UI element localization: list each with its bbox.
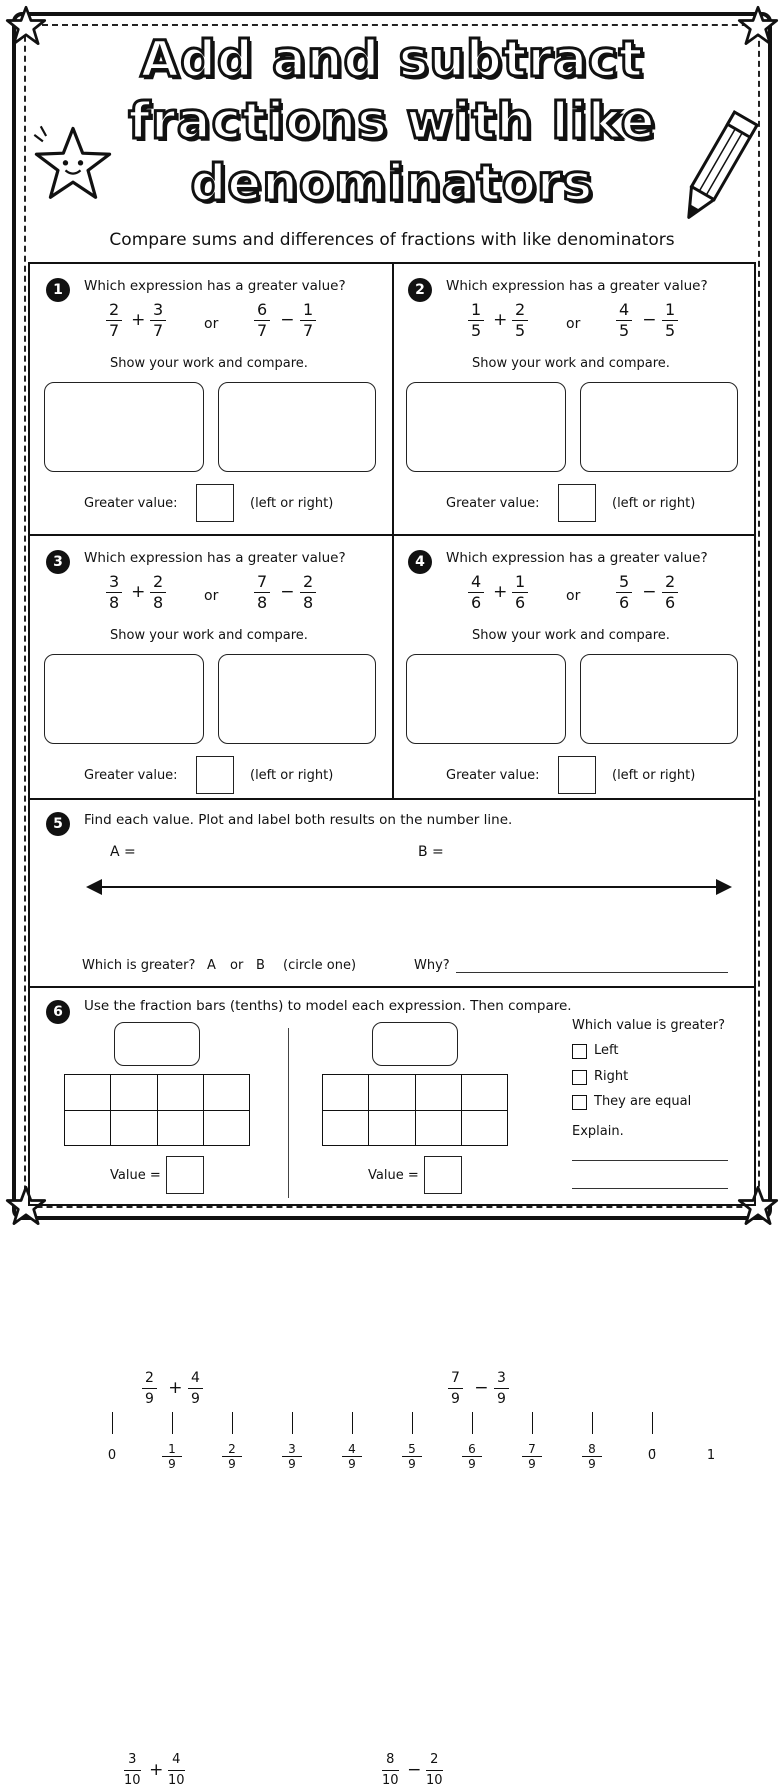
fraction — [426, 1750, 443, 1791]
problem-3 — [30, 536, 392, 804]
left-expression-box — [114, 1022, 200, 1066]
fraction — [124, 1750, 141, 1791]
greater-value-label: Greater value: — [84, 496, 178, 511]
fraction — [616, 572, 632, 613]
star-icon — [4, 4, 48, 48]
problem-number: 6 — [46, 1000, 70, 1024]
number-line-tick — [652, 1412, 653, 1434]
denominator: 6 — [665, 593, 676, 612]
problem-question: Which expression has a greater value? — [446, 278, 708, 294]
numerator: 7 — [448, 1368, 463, 1389]
fraction — [168, 1750, 185, 1791]
tick-label — [162, 1442, 182, 1471]
numerator: 8 — [382, 1750, 399, 1771]
greater-value-label: Greater value: — [446, 496, 540, 511]
operator: − — [280, 582, 295, 602]
operator: + — [168, 1378, 183, 1398]
denominator: 8 — [153, 593, 164, 612]
explain-label: Explain. — [572, 1124, 624, 1139]
worksheet-title: Add and subtract fractions with like denominators — [128, 30, 656, 212]
fraction — [254, 572, 270, 613]
denominator: 9 — [168, 1457, 176, 1471]
denominator: 5 — [665, 321, 676, 340]
section-divider — [288, 1028, 289, 1198]
numerator: 3 — [494, 1368, 509, 1389]
numerator: 2 — [512, 300, 528, 321]
denominator: 8 — [257, 593, 268, 612]
number-line-tick — [232, 1412, 233, 1434]
number-line — [86, 874, 732, 924]
equal-option: They are equal — [594, 1094, 692, 1109]
problem-number: 4 — [408, 550, 432, 574]
operator: − — [407, 1760, 422, 1780]
problem-1 — [30, 264, 392, 532]
operator: + — [493, 582, 508, 602]
right-work-box[interactable] — [218, 654, 376, 744]
numerator: 3 — [106, 572, 122, 593]
left-value-input[interactable] — [166, 1156, 204, 1194]
expression-a-label: A = — [110, 844, 136, 860]
expression-b-label: B = — [418, 844, 444, 860]
numerator: 2 — [106, 300, 122, 321]
tick-label — [402, 1442, 422, 1471]
tick-label — [222, 1442, 242, 1471]
explain-line[interactable] — [572, 1188, 728, 1189]
numerator: 8 — [582, 1442, 602, 1457]
number-line-tick — [592, 1412, 593, 1434]
fraction — [150, 300, 166, 341]
show-work-label: Show your work and compare. — [472, 356, 670, 371]
or-label: or — [566, 316, 581, 332]
problem-question: Which expression has a greater value? — [446, 550, 708, 566]
numerator: 3 — [282, 1442, 302, 1457]
denominator: 5 — [471, 321, 482, 340]
right-value-label: Value = — [368, 1168, 419, 1183]
denominator: 7 — [303, 321, 314, 340]
numerator: 7 — [522, 1442, 542, 1457]
tick-label — [522, 1442, 542, 1471]
number-line-tick — [412, 1412, 413, 1434]
right-expression-box — [372, 1022, 458, 1066]
numerator: 1 — [468, 300, 484, 321]
fraction — [188, 1368, 203, 1409]
greater-value-input[interactable] — [558, 756, 596, 794]
option-or: or — [230, 958, 244, 973]
numerator: 2 — [150, 572, 166, 593]
explain-line[interactable] — [572, 1160, 728, 1161]
greater-value-input[interactable] — [196, 756, 234, 794]
fraction — [150, 572, 166, 613]
denominator: 6 — [515, 593, 526, 612]
denominator: 7 — [257, 321, 268, 340]
number-line-tick — [532, 1412, 533, 1434]
denominator: 9 — [588, 1457, 596, 1471]
right-work-box[interactable] — [580, 382, 738, 472]
tick-label — [342, 1442, 362, 1471]
denominator: 9 — [145, 1391, 154, 1407]
numerator: 2 — [662, 572, 678, 593]
problem-number: 3 — [46, 550, 70, 574]
denominator: 9 — [191, 1391, 200, 1407]
numerator: 1 — [662, 300, 678, 321]
operator: − — [280, 310, 295, 330]
left-work-box[interactable] — [44, 382, 204, 472]
denominator: 10 — [168, 1773, 185, 1788]
operator: − — [474, 1378, 489, 1398]
operator: + — [131, 582, 146, 602]
fraction — [300, 300, 316, 341]
equal-checkbox[interactable] — [572, 1095, 587, 1110]
left-or-right-hint: (left or right) — [250, 496, 334, 511]
left-or-right-hint: (left or right) — [612, 496, 696, 511]
denominator: 9 — [348, 1457, 356, 1471]
fraction — [254, 300, 270, 341]
left-option: Left — [594, 1043, 619, 1058]
numerator: 4 — [188, 1368, 203, 1389]
right-work-box[interactable] — [580, 654, 738, 744]
tick-label — [582, 1442, 602, 1471]
denominator: 10 — [382, 1773, 399, 1788]
option-a[interactable]: A — [207, 958, 216, 973]
which-greater-label: Which is greater? — [82, 958, 196, 973]
numerator: 7 — [254, 572, 270, 593]
tick-label: 0 — [107, 1448, 117, 1463]
numerator: 1 — [162, 1442, 182, 1457]
greater-value-label: Greater value: — [84, 768, 178, 783]
greater-value-input[interactable] — [558, 484, 596, 522]
fraction — [662, 300, 678, 341]
greater-value-label: Greater value: — [446, 768, 540, 783]
numerator: 4 — [342, 1442, 362, 1457]
problem-2 — [392, 264, 754, 532]
which-greater-label: Which value is greater? — [572, 1018, 725, 1033]
problem-number: 5 — [46, 812, 70, 836]
denominator: 9 — [451, 1391, 460, 1407]
numerator: 1 — [512, 572, 528, 593]
denominator: 9 — [497, 1391, 506, 1407]
numerator: 2 — [426, 1750, 443, 1771]
denominator: 8 — [303, 593, 314, 612]
denominator: 7 — [109, 321, 120, 340]
right-checkbox[interactable] — [572, 1070, 587, 1085]
option-b[interactable]: B — [256, 958, 265, 973]
worksheet-subtitle: Compare sums and differences of fractions with like denominators — [109, 230, 675, 250]
left-value-label: Value = — [110, 1168, 161, 1183]
number-line-tick — [472, 1412, 473, 1434]
numerator: 3 — [124, 1750, 141, 1771]
fraction — [662, 572, 678, 613]
fraction — [300, 572, 316, 613]
denominator: 8 — [109, 593, 120, 612]
left-work-box[interactable] — [44, 654, 204, 744]
problem-6 — [30, 988, 754, 1788]
show-work-label: Show your work and compare. — [472, 628, 670, 643]
denominator: 9 — [288, 1457, 296, 1471]
denominator: 5 — [515, 321, 526, 340]
tick-label: 0̄ — [647, 1448, 657, 1463]
left-fraction-bar[interactable] — [64, 1074, 250, 1146]
right-work-box[interactable] — [218, 382, 376, 472]
denominator: 9 — [408, 1457, 416, 1471]
problems-grid — [28, 262, 756, 1788]
numerator: 3 — [150, 300, 166, 321]
number-line-tick — [172, 1412, 173, 1434]
problem-instruction: Find each value. Plot and label both results on the number line. — [84, 812, 513, 828]
denominator: 6 — [471, 593, 482, 612]
show-work-label: Show your work and compare. — [110, 356, 308, 371]
operator: − — [642, 582, 657, 602]
circle-one-hint: (circle one) — [283, 958, 357, 973]
fraction — [106, 300, 122, 341]
denominator: 9 — [468, 1457, 476, 1471]
numerator: 5 — [616, 572, 632, 593]
operator: − — [642, 310, 657, 330]
fraction — [468, 300, 484, 341]
problem-4 — [392, 536, 754, 804]
numerator: 2 — [222, 1442, 242, 1457]
left-work-box[interactable] — [406, 382, 566, 472]
denominator: 10 — [426, 1773, 443, 1788]
fraction — [448, 1368, 463, 1409]
numerator: 4 — [616, 300, 632, 321]
star-icon — [736, 4, 780, 48]
right-value-input[interactable] — [424, 1156, 462, 1194]
problem-question: Which expression has a greater value? — [84, 278, 346, 294]
left-checkbox[interactable] — [572, 1044, 587, 1059]
tick-label: 1 — [706, 1448, 716, 1463]
denominator: 5 — [619, 321, 630, 340]
tick-label — [282, 1442, 302, 1471]
fraction — [142, 1368, 157, 1409]
numerator: 5 — [402, 1442, 422, 1457]
problem-number: 1 — [46, 278, 70, 302]
or-label: or — [204, 588, 219, 604]
denominator: 7 — [153, 321, 164, 340]
operator: + — [131, 310, 146, 330]
numerator: 1 — [300, 300, 316, 321]
denominator: 9 — [228, 1457, 236, 1471]
problem-question: Which expression has a greater value? — [84, 550, 346, 566]
left-or-right-hint: (left or right) — [612, 768, 696, 783]
number-line-tick — [352, 1412, 353, 1434]
right-option: Right — [594, 1069, 629, 1084]
numerator: 2 — [142, 1368, 157, 1389]
fraction — [106, 572, 122, 613]
problem-instruction: Use the fraction bars (tenths) to model each expression. Then compare. — [84, 998, 572, 1014]
or-label: or — [204, 316, 219, 332]
numerator: 6 — [254, 300, 270, 321]
left-work-box[interactable] — [406, 654, 566, 744]
number-line-tick — [112, 1412, 113, 1434]
number-line-tick — [292, 1412, 293, 1434]
greater-value-input[interactable] — [196, 484, 234, 522]
fraction — [382, 1750, 399, 1791]
left-or-right-hint: (left or right) — [250, 768, 334, 783]
show-work-label: Show your work and compare. — [110, 628, 308, 643]
operator: + — [493, 310, 508, 330]
fraction — [616, 300, 632, 341]
denominator: 9 — [528, 1457, 536, 1471]
why-answer-line[interactable] — [456, 972, 728, 973]
denominator: 6 — [619, 593, 630, 612]
numerator: 4 — [468, 572, 484, 593]
fraction — [512, 572, 528, 613]
problem-number: 2 — [408, 278, 432, 302]
numerator: 2 — [300, 572, 316, 593]
right-fraction-bar[interactable] — [322, 1074, 508, 1146]
denominator: 10 — [124, 1773, 141, 1788]
why-label: Why? — [414, 958, 450, 973]
fraction — [494, 1368, 509, 1409]
fraction — [468, 572, 484, 613]
or-label: or — [566, 588, 581, 604]
operator: + — [149, 1760, 164, 1780]
fraction — [512, 300, 528, 341]
numerator: 4 — [168, 1750, 185, 1771]
tick-label — [462, 1442, 482, 1471]
numerator: 6 — [462, 1442, 482, 1457]
